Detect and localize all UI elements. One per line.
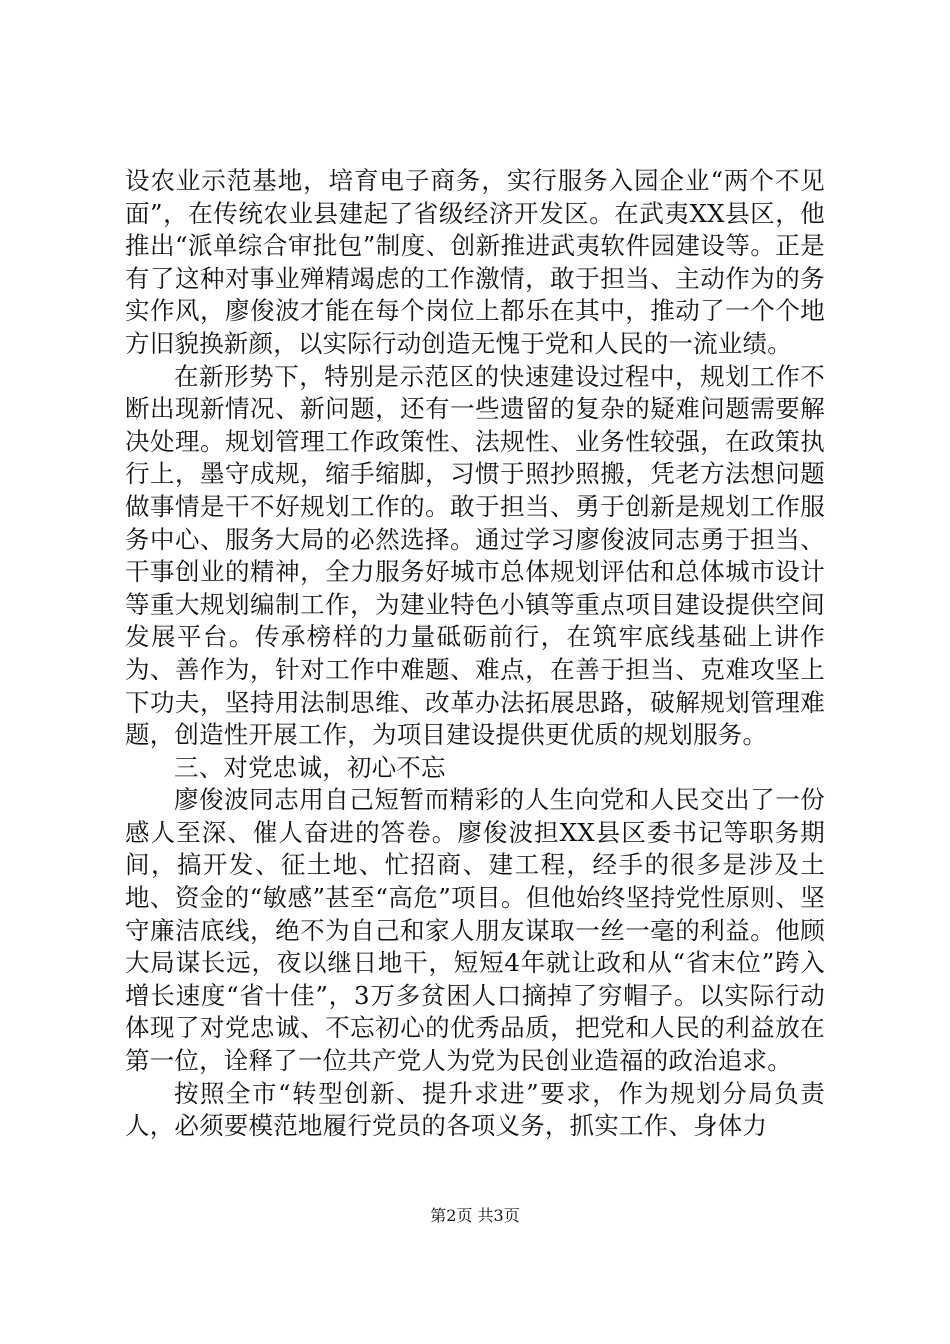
paragraph-1: 设农业示范基地，培育电子商务，实行服务入园企业“两个不见面”，在传统农业县建起了省级经济开发区。在武夷XX县区，他推出“派单综合审批包”制度、创新推进武夷软件园建设等。正是有了这种对事业殚精竭虑的工作激情，敢于担当、主动作为的务实作风，廖俊波才能在每个岗位上都乐在其中，推动了一个个地方旧貌换新颜，以实际行动创造无愧于党和人民的一流业绩。 — [125, 166, 825, 358]
page-number-label: 第2页 共3页 — [430, 1206, 520, 1225]
page-footer — [0, 1206, 950, 1226]
paragraph-4: 按照全市“转型创新、提升求进”要求，作为规划分局负责人，必须要模范地履行党员的各项义务，抓实工作、身体力 — [125, 1078, 825, 1141]
document-body — [125, 165, 825, 1143]
paragraph-3: 廖俊波同志用自己短暂而精彩的人生向党和人民交出了一份感人至深、催人奋进的答卷。廖俊波担XX县区委书记等职务期间，搞开发、征土地、忙招商、建工程，经手的很多是涉及土地、资金的“敏感”甚至“高危”项目。但他始终坚持党性原则、坚守廉洁底线，绝不为自己和家人朋友谋取一丝一毫的利益。他顾大局谋长远，夜以继日地干，短短4年就让政和从“省末位”跨入增长速度“省十佳”，3万多贫困人口摘掉了穷帽子。以实际行动体现了对党忠诚、不忘初心的优秀品质，把党和人民的利益放在第一位，诠释了一位共产党人为党为民创业造福的政治追求。 — [125, 785, 825, 1076]
section-heading: 三、对党忠诚，初心不忘 — [174, 752, 446, 782]
paragraph-2: 在新形势下，特别是示范区的快速建设过程中，规划工作不断出现新情况、新问题，还有一些遗留的复杂的疑难问题需要解决处理。规划管理工作政策性、法规性、业务性较强，在政策执行上，墨守成规，缩手缩脚，习惯于照抄照搬，凭老方法想问题做事情是干不好规划工作的。敢于担当、勇于创新是规划工作服务中心、服务大局的必然选择。通过学习廖俊波同志勇于担当、干事创业的精神，全力服务好城市总体规划评估和总体城市设计等重大规划编制工作，为建业特色小镇等重点项目建设提供空间发展平台。传承榜样的力量砥砺前行，在筑牢底线基础上讲作为、善作为，针对工作中难题、难点，在善于担当、克难攻坚上下功夫，坚持用法制思维、改革办法拓展思路，破解规划管理难题，创造性开展工作，为项目建设提供更优质的规划服务。 — [125, 361, 825, 750]
